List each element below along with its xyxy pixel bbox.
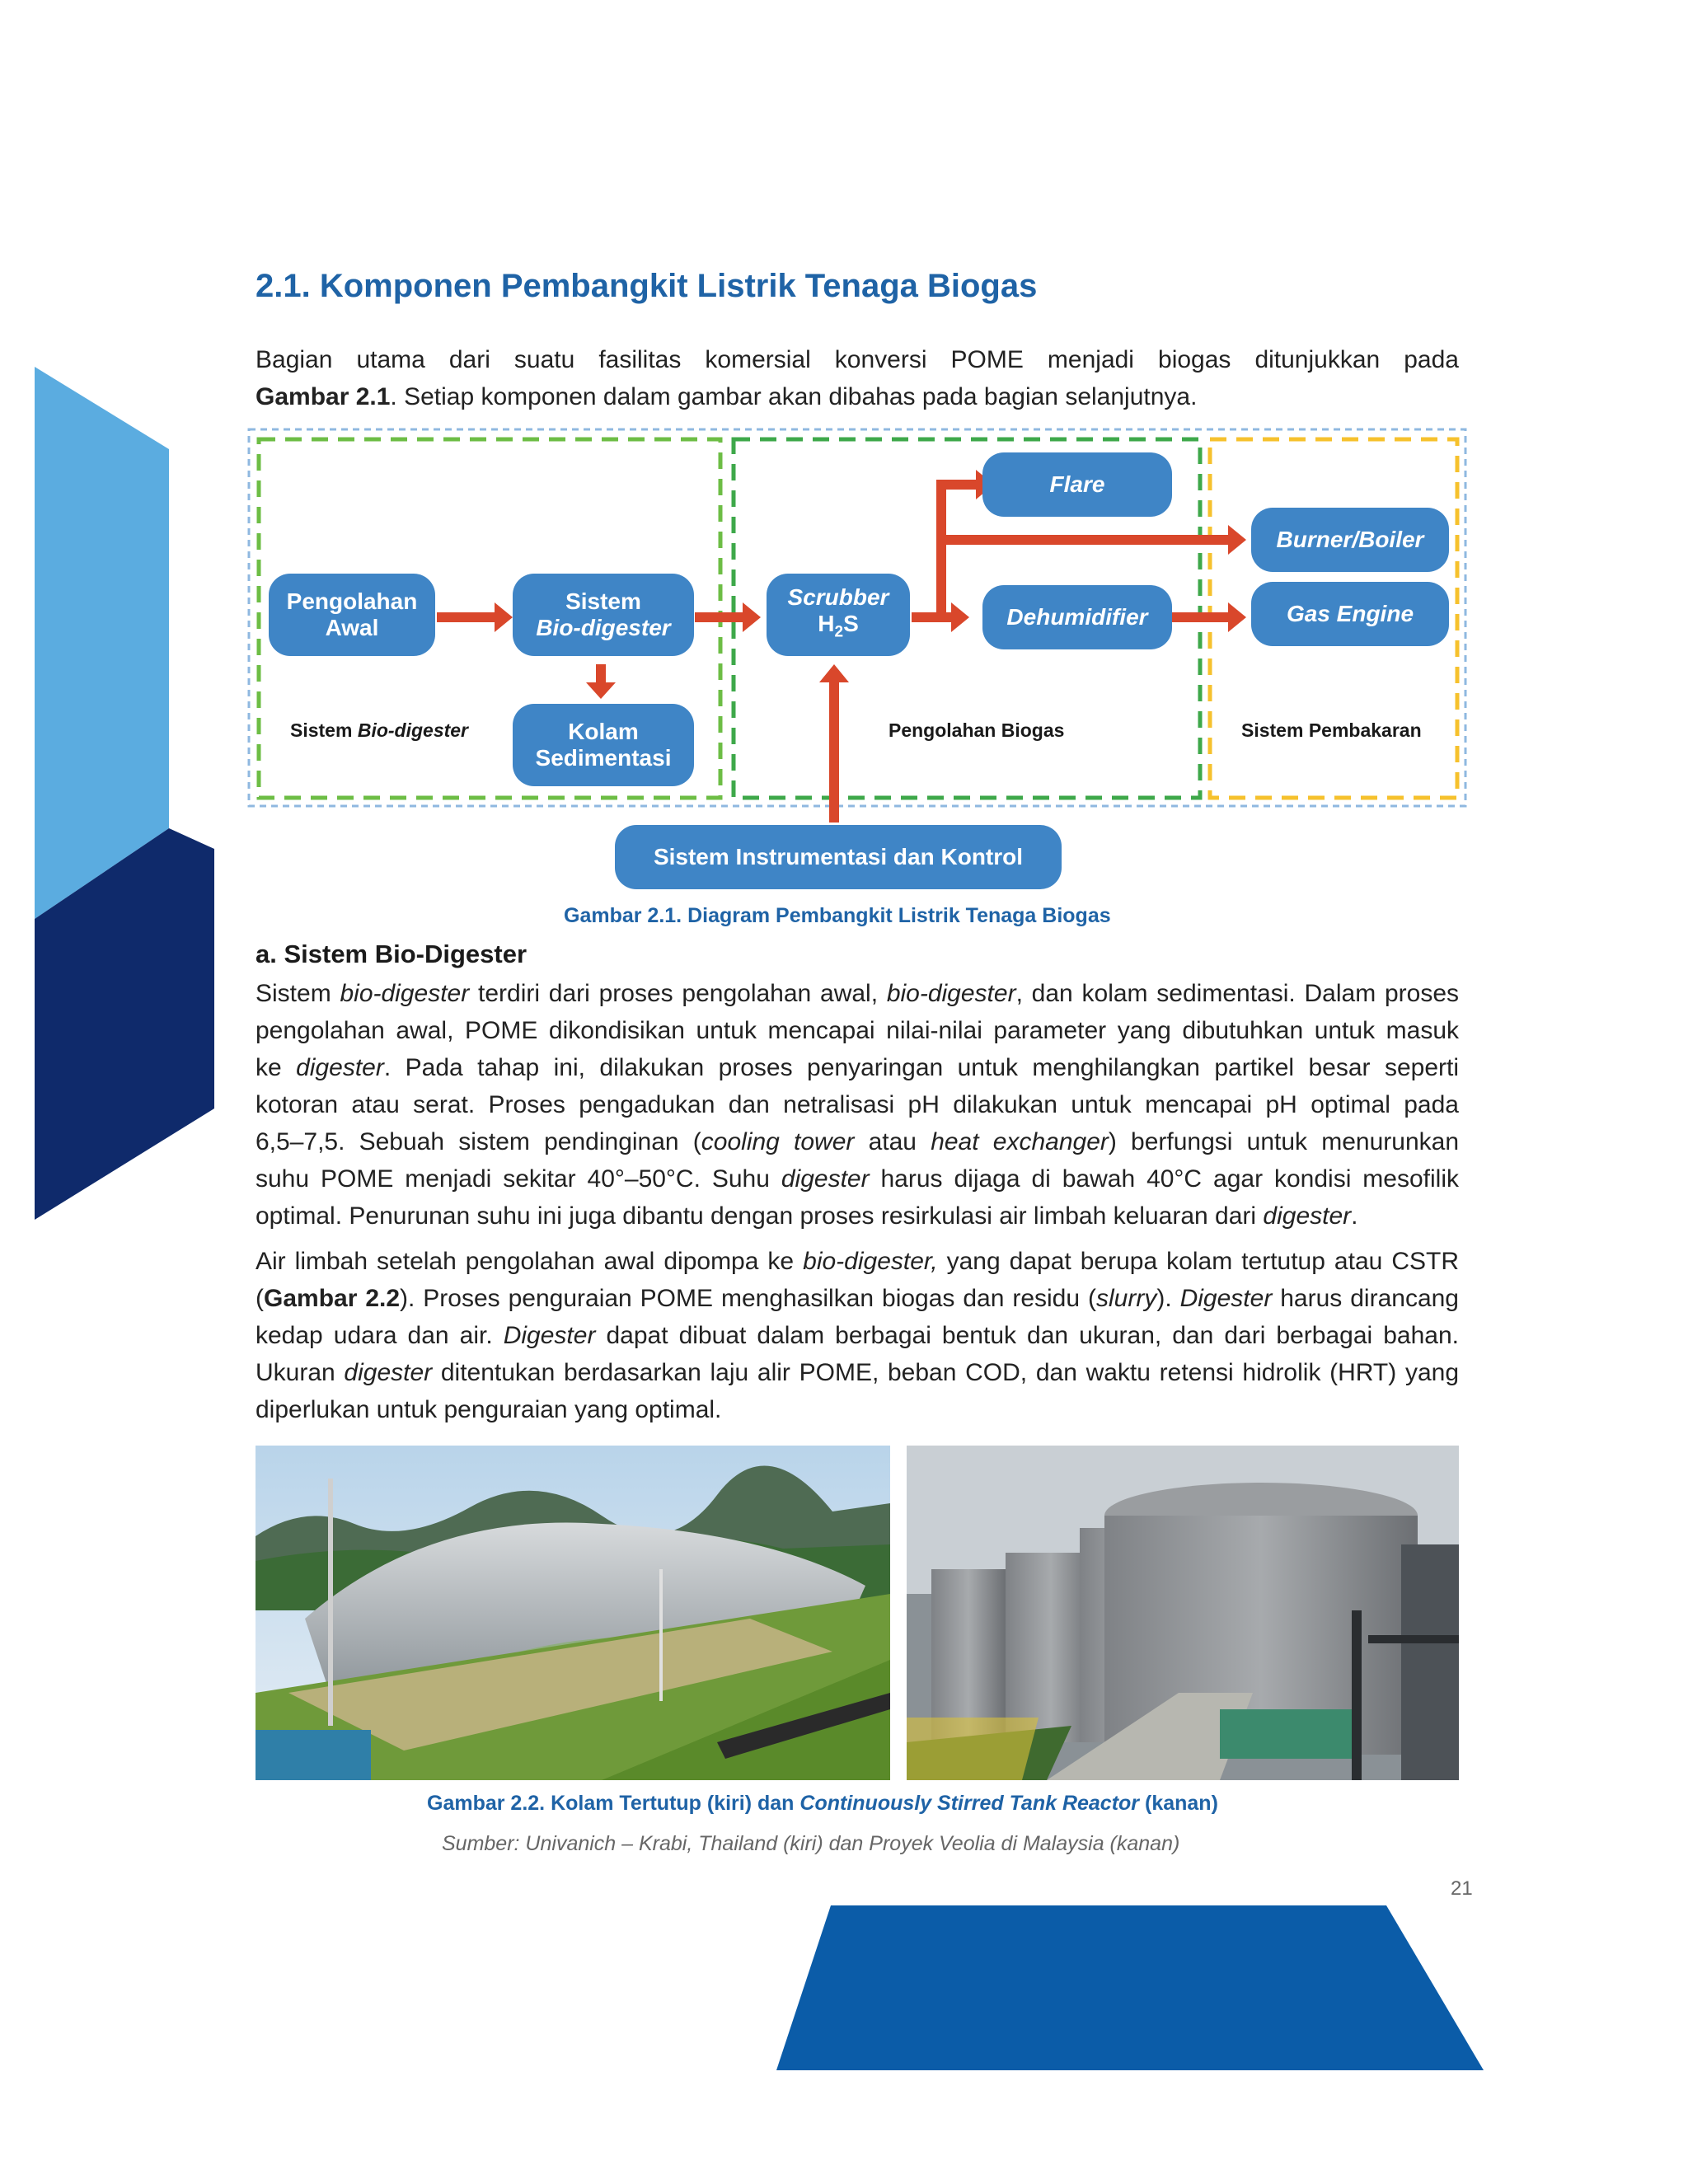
photo-covered-lagoon	[256, 1446, 890, 1780]
dark-blue-side-shape	[35, 828, 214, 1220]
arrow-3-shaft	[596, 664, 606, 684]
node-dehumidifier: Dehumidifier	[982, 585, 1172, 649]
arrow-1-shaft	[437, 612, 496, 622]
arrow-4-shaft	[912, 612, 953, 622]
dark-navy-overlap	[35, 449, 169, 919]
arrow-7-head	[1228, 602, 1246, 632]
light-blue-side-shape	[35, 367, 169, 919]
label-sistem-pembakaran: Sistem Pembakaran	[1241, 719, 1422, 741]
arrow-6-head	[1228, 525, 1246, 555]
paragraph-1: Sistem bio-digester terdiri dari proses pengolahan awal, bio-digester, dan kolam sedimentasi. Dalam proses pengolahan awal, POME dikondisikan untuk mencapai nilai-nilai parameter yang dibutuhkan untuk masuk ke digester. Pada tahap ini, dilakukan proses penyaringan untuk menghilangkan partikel besar seperti kotoran atau serat. Proses pengadukan dan netralisasi pH dilakukan untuk mencapai pH optimal pada 6,5–7,5. Sebuah sistem pendinginan (cooling tower atau heat exchanger) berfungsi untuk menurunkan suhu POME menjadi sekitar 40°–50°C. Suhu digester harus dijaga di bawah 40°C agar kondisi mesofilik optimal. Penurunan suhu ini juga dibantu dengan proses resirkulasi air limbah keluaran dari digester.	[256, 980, 1460, 1230]
figure-ref: Gambar 2.1	[256, 383, 391, 410]
paragraph-2: Air limbah setelah pengolahan awal dipompa ke bio-digester, yang dapat berupa kolam tertutup atau CSTR (Gambar 2.2). Proses penguraian POME menghasilkan biogas dan residu (slurry). Digester harus dirancang kedap udara dan air. Digester dapat dibuat dalam berbagai bentuk dan ukuran, dan dari berbagai bahan. Ukuran digester ditentukan berdasarkan laju alir POME, beban COD, dan waktu retensi hidrolik (HRT) yang diperlukan untuk penguraian yang optimal.	[256, 1248, 1460, 1423]
arrow-7-shaft	[1169, 612, 1230, 622]
figure-2-2-source: Sumber: Univanich – Krabi, Thailand (kiri) dan Proyek Veolia di Malaysia (kanan)	[442, 1832, 1180, 1855]
arrow-2-shaft	[695, 612, 744, 622]
label-sistem-biodigester: Sistem Bio-digester	[290, 719, 469, 741]
arrow-2-head	[743, 602, 761, 632]
arrow-8-shaft	[829, 681, 839, 823]
photo-cstr-tanks	[907, 1446, 1459, 1780]
cstr-tanks-illustration	[907, 1446, 1459, 1780]
intro-paragraph	[256, 341, 1459, 415]
arrow-4-head	[951, 602, 969, 632]
node-flare: Flare	[982, 452, 1172, 517]
arrow-8-head	[819, 664, 849, 682]
figure-2-1-caption: Gambar 2.1. Diagram Pembangkit Listrik Tenaga Biogas	[564, 904, 1111, 927]
covered-lagoon-illustration	[256, 1446, 890, 1780]
arrow-6-shaft	[936, 535, 1230, 545]
arrow-5-shaft	[936, 480, 978, 490]
bottom-trapezoid	[776, 1905, 1484, 2070]
node-gas-engine: Gas Engine	[1251, 582, 1449, 646]
subsection-title: a. Sistem Bio-Digester	[256, 940, 528, 968]
arrow-trunk	[936, 480, 946, 621]
arrow-3-head	[586, 682, 616, 699]
node-sistem-biodigester: Sistem Bio-digester	[513, 574, 694, 656]
intro-line-2: Gambar 2.1. Setiap komponen dalam gambar akan dibahas pada bagian selanjutnya.	[256, 383, 1198, 410]
node-pengolahan-awal: Pengolahan Awal	[269, 574, 435, 656]
section-title: 2.1. Komponen Pembangkit Listrik Tenaga Biogas	[256, 268, 1038, 304]
figure-2-2-caption: Gambar 2.2. Kolam Tertutup (kiri) dan Continuously Stirred Tank Reactor (kanan)	[427, 1792, 1218, 1815]
label-pengolahan-biogas: Pengolahan Biogas	[889, 719, 1065, 741]
page-number: 21	[1451, 1877, 1473, 1900]
node-scrubber: Scrubber $H_2S$	[767, 574, 910, 656]
node-burner-boiler: Burner/Boiler	[1251, 508, 1449, 572]
node-kolam-sedimentasi: Kolam Sedimentasi	[513, 704, 694, 786]
arrow-1-head	[495, 602, 513, 632]
node-instrumentasi-kontrol: Sistem Instrumentasi dan Kontrol	[615, 825, 1062, 889]
intro-line-1: Bagian utama dari suatu fasilitas komersial konversi POME menjadi biogas ditunjukkan pada	[256, 346, 1459, 373]
